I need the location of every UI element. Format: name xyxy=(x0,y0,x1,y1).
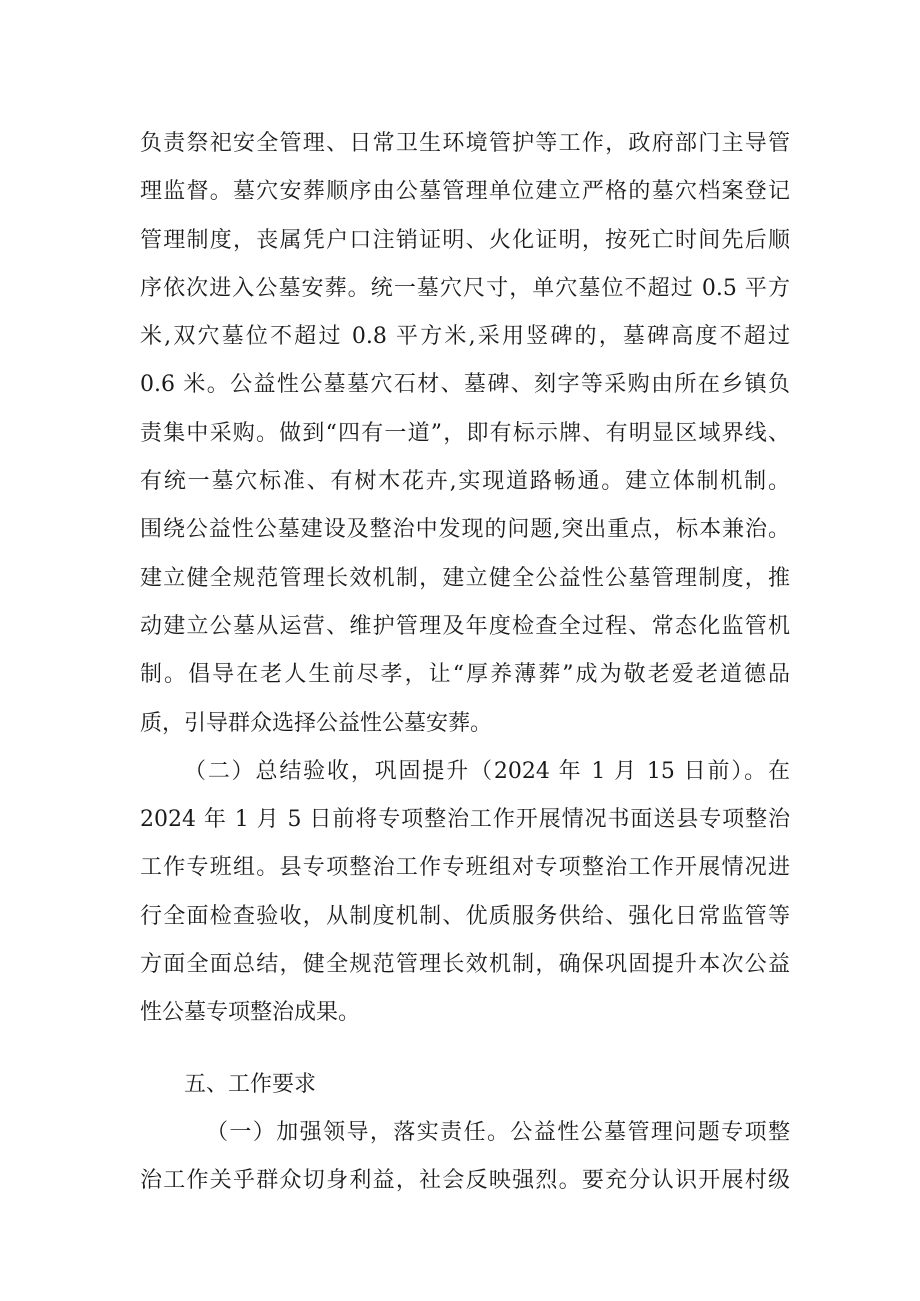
paragraph-line: 责集中采购。做到“四有一道”，即有标示牌、有明显区域界线、 xyxy=(140,420,790,446)
paragraph-line: 治工作关乎群众切身利益，社会反映强烈。要充分认识开展村级 xyxy=(140,1168,790,1194)
paragraph-line: 工作专班组。县专项整治工作专班组对专项整治工作开展情况进 xyxy=(140,855,790,881)
paragraph-line: 方面全面总结，健全规范管理长效机制，确保巩固提升本次公益 xyxy=(140,952,790,978)
paragraph-line: 2024 年 1 月 5 日前将专项整治工作开展情况书面送县专项整治 xyxy=(140,807,790,833)
paragraph-line: 行全面检查验收，从制度机制、优质服务供给、强化日常监管等 xyxy=(140,903,790,929)
paragraph-line: 性公墓专项整治成果。 xyxy=(140,1000,361,1026)
paragraph-line: 负责祭祀安全管理、日常卫生环境管护等工作，政府部门主导管 xyxy=(140,131,790,156)
paragraph-line: （一）加强领导，落实责任。公益性公墓管理问题专项整 xyxy=(206,1119,790,1145)
spacer xyxy=(140,1038,790,1061)
paragraph-line: 理监督。墓穴安葬顺序由公墓管理单位建立严格的墓穴档案登记 xyxy=(140,179,790,205)
paragraph-line: 米,双穴墓位不超过 0.8 平方米,采用竖碑的，墓碑高度不超过 xyxy=(140,324,790,350)
section-heading: 五、工作要求 xyxy=(184,1071,317,1097)
paragraph-line: 序依次进入公墓安葬。统一墓穴尺寸，单穴墓位不超过 0.5 平方 xyxy=(140,275,790,301)
paragraph-line: 围绕公益性公墓建设及整治中发现的问题,突出重点，标本兼治。 xyxy=(140,517,790,543)
paragraph-line: 制。倡导在老人生前尽孝，让“厚养薄葬”成为敬老爱老道德品 xyxy=(140,662,790,688)
document-body xyxy=(140,120,790,1206)
paragraph-line: 管理制度，丧属凭户口注销证明、火化证明，按死亡时间先后顺 xyxy=(140,227,790,253)
paragraph-line: 建立健全规范管理长效机制，建立健全公益性公墓管理制度，推 xyxy=(140,565,790,591)
paragraph-line: 有统一墓穴标准、有树木花卉,实现道路畅通。建立体制机制。 xyxy=(140,469,790,495)
paragraph-line: （二）总结验收，巩固提升（2024 年 1 月 15 日前）。在 xyxy=(184,758,790,784)
paragraph-line: 质，引导群众选择公益性公墓安葬。 xyxy=(140,710,493,736)
paragraph-line: 动建立公墓从运营、维护管理及年度检查全过程、常态化监管机 xyxy=(140,613,790,639)
paragraph-line: 0.6 米。公益性公墓墓穴石材、墓碑、刻字等采购由所在乡镇负 xyxy=(140,372,790,398)
